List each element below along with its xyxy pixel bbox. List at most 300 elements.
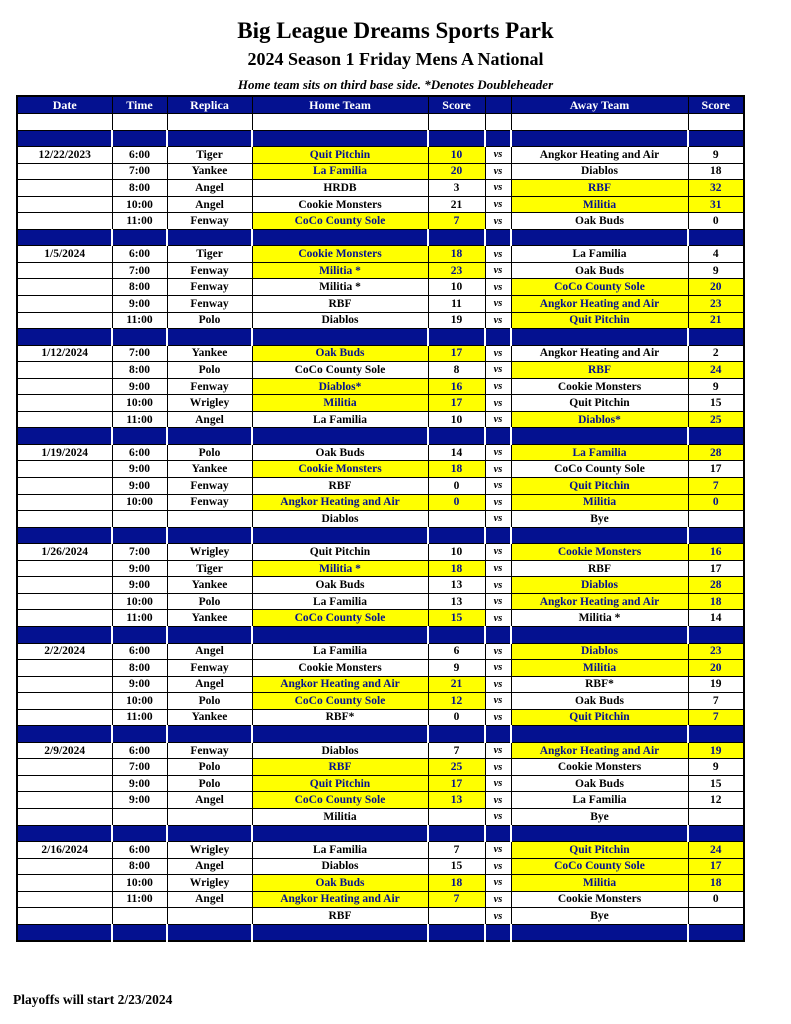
game-row <box>17 742 744 759</box>
home-team-cell: Cookie Monsters <box>252 461 428 478</box>
away-team-cell: La Familia <box>511 246 688 263</box>
replica-cell: Fenway <box>167 660 252 677</box>
home-score-cell <box>428 808 485 825</box>
away-team-cell: Oak Buds <box>511 775 688 792</box>
away-score-cell: 7 <box>688 478 744 495</box>
spacer-cell <box>167 114 252 131</box>
game-row <box>17 378 744 395</box>
away-team-cell: CoCo County Sole <box>511 858 688 875</box>
home-score-cell: 17 <box>428 775 485 792</box>
home-score-cell: 17 <box>428 345 485 362</box>
game-row <box>17 660 744 677</box>
separator-cell <box>252 527 428 544</box>
game-row <box>17 296 744 313</box>
game-row <box>17 775 744 792</box>
away-team-cell: Bye <box>511 511 688 528</box>
game-row <box>17 693 744 710</box>
separator-cell <box>112 825 167 842</box>
date-cell: 1/19/2024 <box>17 444 112 461</box>
vs-cell: vs <box>485 511 511 528</box>
home-team-cell: Cookie Monsters <box>252 246 428 263</box>
separator-cell <box>485 329 511 346</box>
home-team-cell: RBF* <box>252 709 428 726</box>
home-score-cell: 14 <box>428 444 485 461</box>
separator-row <box>17 825 744 842</box>
date-cell <box>17 362 112 379</box>
spacer-cell <box>688 114 744 131</box>
vs-cell: vs <box>485 842 511 859</box>
separator-row <box>17 924 744 941</box>
spacer-cell <box>485 114 511 131</box>
game-row <box>17 858 744 875</box>
replica-cell: Tiger <box>167 147 252 164</box>
time-cell: 7:00 <box>112 262 167 279</box>
game-row <box>17 676 744 693</box>
away-team-cell: Bye <box>511 908 688 925</box>
replica-cell: Fenway <box>167 213 252 230</box>
separator-cell <box>511 329 688 346</box>
home-score-cell: 20 <box>428 163 485 180</box>
separator-cell <box>252 626 428 643</box>
away-score-cell: 18 <box>688 875 744 892</box>
game-row <box>17 478 744 495</box>
game-row <box>17 395 744 412</box>
game-row <box>17 246 744 263</box>
separator-cell <box>17 825 112 842</box>
home-score-cell: 13 <box>428 577 485 594</box>
date-cell <box>17 395 112 412</box>
home-score-cell: 9 <box>428 660 485 677</box>
home-score-cell <box>428 908 485 925</box>
away-team-cell: Cookie Monsters <box>511 544 688 561</box>
vs-cell: vs <box>485 742 511 759</box>
away-team-cell: La Familia <box>511 444 688 461</box>
separator-cell <box>252 229 428 246</box>
home-team-cell: Cookie Monsters <box>252 196 428 213</box>
separator-cell <box>17 527 112 544</box>
game-row <box>17 759 744 776</box>
game-row <box>17 643 744 660</box>
time-cell: 7:00 <box>112 345 167 362</box>
time-cell: 8:00 <box>112 279 167 296</box>
home-score-cell: 7 <box>428 842 485 859</box>
replica-cell: Angel <box>167 180 252 197</box>
away-team-cell: Angkor Heating and Air <box>511 593 688 610</box>
date-cell: 2/9/2024 <box>17 742 112 759</box>
separator-cell <box>167 130 252 147</box>
away-team-cell: CoCo County Sole <box>511 279 688 296</box>
time-cell: 11:00 <box>112 709 167 726</box>
home-score-cell: 18 <box>428 246 485 263</box>
separator-cell <box>112 924 167 941</box>
away-score-cell: 25 <box>688 411 744 428</box>
bye-row <box>17 511 744 528</box>
home-score-cell: 16 <box>428 378 485 395</box>
date-cell <box>17 478 112 495</box>
home-team-cell: HRDB <box>252 180 428 197</box>
game-row <box>17 792 744 809</box>
time-cell: 10:00 <box>112 494 167 511</box>
column-header-vs <box>485 96 511 114</box>
away-score-cell: 0 <box>688 494 744 511</box>
date-cell <box>17 593 112 610</box>
separator-cell <box>688 229 744 246</box>
column-header-time: Time <box>112 96 167 114</box>
away-team-cell: Cookie Monsters <box>511 378 688 395</box>
game-row <box>17 461 744 478</box>
time-cell: 9:00 <box>112 792 167 809</box>
away-score-cell: 18 <box>688 593 744 610</box>
away-team-cell: La Familia <box>511 792 688 809</box>
home-score-cell: 17 <box>428 395 485 412</box>
date-cell <box>17 511 112 528</box>
time-cell: 8:00 <box>112 858 167 875</box>
away-team-cell: Oak Buds <box>511 262 688 279</box>
date-cell <box>17 792 112 809</box>
vs-cell: vs <box>485 494 511 511</box>
replica-cell <box>167 511 252 528</box>
home-team-cell: La Familia <box>252 842 428 859</box>
date-cell <box>17 279 112 296</box>
separator-cell <box>167 924 252 941</box>
time-cell: 6:00 <box>112 742 167 759</box>
game-row <box>17 196 744 213</box>
replica-cell: Yankee <box>167 610 252 627</box>
home-score-cell: 7 <box>428 213 485 230</box>
separator-cell <box>167 527 252 544</box>
separator-cell <box>485 726 511 743</box>
vs-cell: vs <box>485 478 511 495</box>
time-cell: 11:00 <box>112 610 167 627</box>
vs-cell: vs <box>485 610 511 627</box>
away-team-cell: Angkor Heating and Air <box>511 296 688 313</box>
time-cell: 8:00 <box>112 180 167 197</box>
away-score-cell: 4 <box>688 246 744 263</box>
separator-cell <box>167 626 252 643</box>
separator-cell <box>17 626 112 643</box>
vs-cell: vs <box>485 312 511 329</box>
home-score-cell: 7 <box>428 891 485 908</box>
date-cell <box>17 676 112 693</box>
home-team-cell: Oak Buds <box>252 875 428 892</box>
separator-cell <box>167 726 252 743</box>
away-score-cell: 17 <box>688 858 744 875</box>
separator-cell <box>112 626 167 643</box>
time-cell: 8:00 <box>112 362 167 379</box>
away-score-cell: 28 <box>688 577 744 594</box>
separator-row <box>17 726 744 743</box>
separator-cell <box>688 924 744 941</box>
home-team-cell: Quit Pitchin <box>252 147 428 164</box>
game-row <box>17 610 744 627</box>
away-team-cell: Militia <box>511 660 688 677</box>
date-cell <box>17 196 112 213</box>
separator-cell <box>688 726 744 743</box>
away-score-cell: 14 <box>688 610 744 627</box>
home-team-cell: Quit Pitchin <box>252 775 428 792</box>
away-team-cell: Quit Pitchin <box>511 709 688 726</box>
separator-cell <box>167 229 252 246</box>
separator-cell <box>485 229 511 246</box>
replica-cell: Yankee <box>167 577 252 594</box>
separator-cell <box>112 329 167 346</box>
away-team-cell: Diablos <box>511 643 688 660</box>
game-row <box>17 875 744 892</box>
away-team-cell: CoCo County Sole <box>511 461 688 478</box>
game-row <box>17 494 744 511</box>
date-cell <box>17 775 112 792</box>
time-cell <box>112 908 167 925</box>
vs-cell: vs <box>485 362 511 379</box>
away-score-cell: 24 <box>688 362 744 379</box>
time-cell: 7:00 <box>112 544 167 561</box>
home-score-cell: 10 <box>428 544 485 561</box>
away-score-cell: 17 <box>688 461 744 478</box>
replica-cell: Fenway <box>167 262 252 279</box>
home-score-cell: 13 <box>428 792 485 809</box>
home-team-cell: Militia * <box>252 279 428 296</box>
home-team-cell: La Familia <box>252 643 428 660</box>
time-cell: 9:00 <box>112 577 167 594</box>
date-cell: 1/5/2024 <box>17 246 112 263</box>
home-team-cell: RBF <box>252 908 428 925</box>
away-score-cell <box>688 908 744 925</box>
separator-cell <box>485 626 511 643</box>
home-team-cell: Diablos <box>252 858 428 875</box>
separator-cell <box>511 924 688 941</box>
home-score-cell: 18 <box>428 461 485 478</box>
away-score-cell: 16 <box>688 544 744 561</box>
separator-cell <box>511 229 688 246</box>
vs-cell: vs <box>485 345 511 362</box>
home-score-cell: 19 <box>428 312 485 329</box>
vs-cell: vs <box>485 163 511 180</box>
replica-cell: Angel <box>167 891 252 908</box>
date-cell <box>17 577 112 594</box>
vs-cell: vs <box>485 544 511 561</box>
home-team-cell: Oak Buds <box>252 444 428 461</box>
vs-cell: vs <box>485 693 511 710</box>
time-cell: 8:00 <box>112 660 167 677</box>
replica-cell: Angel <box>167 858 252 875</box>
away-score-cell: 20 <box>688 279 744 296</box>
time-cell: 7:00 <box>112 759 167 776</box>
separator-row <box>17 527 744 544</box>
replica-cell: Angel <box>167 411 252 428</box>
date-cell <box>17 693 112 710</box>
vs-cell: vs <box>485 759 511 776</box>
game-row <box>17 262 744 279</box>
time-cell: 6:00 <box>112 643 167 660</box>
separator-cell <box>428 924 485 941</box>
column-header-date: Date <box>17 96 112 114</box>
home-team-cell: CoCo County Sole <box>252 362 428 379</box>
date-cell <box>17 180 112 197</box>
separator-cell <box>688 825 744 842</box>
separator-cell <box>511 726 688 743</box>
away-team-cell: RBF <box>511 560 688 577</box>
home-score-cell: 18 <box>428 560 485 577</box>
away-score-cell: 15 <box>688 395 744 412</box>
time-cell: 9:00 <box>112 478 167 495</box>
time-cell: 10:00 <box>112 875 167 892</box>
separator-cell <box>167 428 252 445</box>
away-team-cell: Oak Buds <box>511 693 688 710</box>
replica-cell: Angel <box>167 676 252 693</box>
home-score-cell: 0 <box>428 709 485 726</box>
home-score-cell: 0 <box>428 478 485 495</box>
separator-cell <box>688 130 744 147</box>
spacer-cell <box>428 114 485 131</box>
time-cell: 6:00 <box>112 444 167 461</box>
home-team-cell: Diablos <box>252 312 428 329</box>
game-row <box>17 345 744 362</box>
date-cell <box>17 891 112 908</box>
home-score-cell: 8 <box>428 362 485 379</box>
date-cell: 1/12/2024 <box>17 345 112 362</box>
date-cell <box>17 296 112 313</box>
vs-cell: vs <box>485 461 511 478</box>
away-score-cell: 17 <box>688 560 744 577</box>
separator-row <box>17 626 744 643</box>
date-cell <box>17 312 112 329</box>
game-row <box>17 891 744 908</box>
home-team-cell: Angkor Heating and Air <box>252 676 428 693</box>
playoffs-note: Playoffs will start 2/23/2024 <box>13 992 173 1007</box>
separator-cell <box>17 924 112 941</box>
vs-cell: vs <box>485 196 511 213</box>
home-score-cell: 0 <box>428 494 485 511</box>
vs-cell: vs <box>485 643 511 660</box>
separator-cell <box>428 527 485 544</box>
game-row <box>17 362 744 379</box>
separator-cell <box>167 825 252 842</box>
date-cell <box>17 461 112 478</box>
home-score-cell: 10 <box>428 147 485 164</box>
separator-cell <box>252 130 428 147</box>
separator-cell <box>112 428 167 445</box>
away-score-cell: 19 <box>688 676 744 693</box>
game-row <box>17 147 744 164</box>
game-row <box>17 180 744 197</box>
away-score-cell: 0 <box>688 213 744 230</box>
separator-cell <box>17 229 112 246</box>
separator-cell <box>485 924 511 941</box>
separator-cell <box>428 329 485 346</box>
replica-cell: Fenway <box>167 494 252 511</box>
replica-cell: Tiger <box>167 246 252 263</box>
away-team-cell: RBF <box>511 180 688 197</box>
home-score-cell: 21 <box>428 196 485 213</box>
separator-row <box>17 229 744 246</box>
away-team-cell: Militia <box>511 196 688 213</box>
home-team-cell: CoCo County Sole <box>252 693 428 710</box>
game-row <box>17 444 744 461</box>
separator-cell <box>252 329 428 346</box>
separator-cell <box>511 527 688 544</box>
replica-cell: Fenway <box>167 296 252 313</box>
home-team-cell: La Familia <box>252 163 428 180</box>
home-team-cell: RBF <box>252 759 428 776</box>
away-team-cell: Diablos <box>511 577 688 594</box>
away-team-cell: Cookie Monsters <box>511 891 688 908</box>
vs-cell: vs <box>485 296 511 313</box>
home-team-cell: La Familia <box>252 593 428 610</box>
vs-cell: vs <box>485 213 511 230</box>
spacer-cell <box>112 114 167 131</box>
away-score-cell: 18 <box>688 163 744 180</box>
game-row <box>17 312 744 329</box>
date-cell: 12/22/2023 <box>17 147 112 164</box>
away-score-cell: 23 <box>688 643 744 660</box>
replica-cell: Fenway <box>167 478 252 495</box>
game-row <box>17 842 744 859</box>
separator-cell <box>17 329 112 346</box>
time-cell: 6:00 <box>112 246 167 263</box>
separator-cell <box>511 130 688 147</box>
home-team-cell: Diablos <box>252 742 428 759</box>
time-cell: 6:00 <box>112 842 167 859</box>
replica-cell: Angel <box>167 643 252 660</box>
home-score-cell: 13 <box>428 593 485 610</box>
replica-cell <box>167 908 252 925</box>
away-team-cell: RBF <box>511 362 688 379</box>
home-team-cell: RBF <box>252 478 428 495</box>
spacer-cell <box>252 114 428 131</box>
game-row <box>17 544 744 561</box>
away-score-cell: 7 <box>688 709 744 726</box>
date-cell <box>17 494 112 511</box>
date-cell: 2/2/2024 <box>17 643 112 660</box>
separator-cell <box>252 825 428 842</box>
header-row <box>17 96 744 114</box>
away-score-cell: 15 <box>688 775 744 792</box>
home-team-cell: La Familia <box>252 411 428 428</box>
vs-cell: vs <box>485 444 511 461</box>
separator-cell <box>688 626 744 643</box>
separator-cell <box>428 229 485 246</box>
away-team-cell: Quit Pitchin <box>511 478 688 495</box>
separator-cell <box>485 527 511 544</box>
date-cell: 2/16/2024 <box>17 842 112 859</box>
replica-cell: Fenway <box>167 742 252 759</box>
home-team-cell: Angkor Heating and Air <box>252 494 428 511</box>
home-team-note: Home team sits on third base side. *Denotes Doubleheader <box>237 77 554 92</box>
game-row <box>17 411 744 428</box>
away-team-cell: Cookie Monsters <box>511 759 688 776</box>
time-cell: 10:00 <box>112 395 167 412</box>
home-score-cell: 15 <box>428 858 485 875</box>
away-score-cell: 2 <box>688 345 744 362</box>
separator-row <box>17 130 744 147</box>
replica-cell: Fenway <box>167 279 252 296</box>
separator-cell <box>252 924 428 941</box>
away-score-cell: 28 <box>688 444 744 461</box>
date-cell <box>17 660 112 677</box>
separator-cell <box>511 428 688 445</box>
time-cell: 10:00 <box>112 593 167 610</box>
replica-cell: Wrigley <box>167 842 252 859</box>
home-team-cell: Oak Buds <box>252 345 428 362</box>
replica-cell: Yankee <box>167 345 252 362</box>
vs-cell: vs <box>485 262 511 279</box>
away-score-cell: 23 <box>688 296 744 313</box>
time-cell <box>112 808 167 825</box>
home-score-cell <box>428 511 485 528</box>
away-score-cell: 9 <box>688 147 744 164</box>
page-title: Big League Dreams Sports Park <box>237 18 554 43</box>
vs-cell: vs <box>485 908 511 925</box>
